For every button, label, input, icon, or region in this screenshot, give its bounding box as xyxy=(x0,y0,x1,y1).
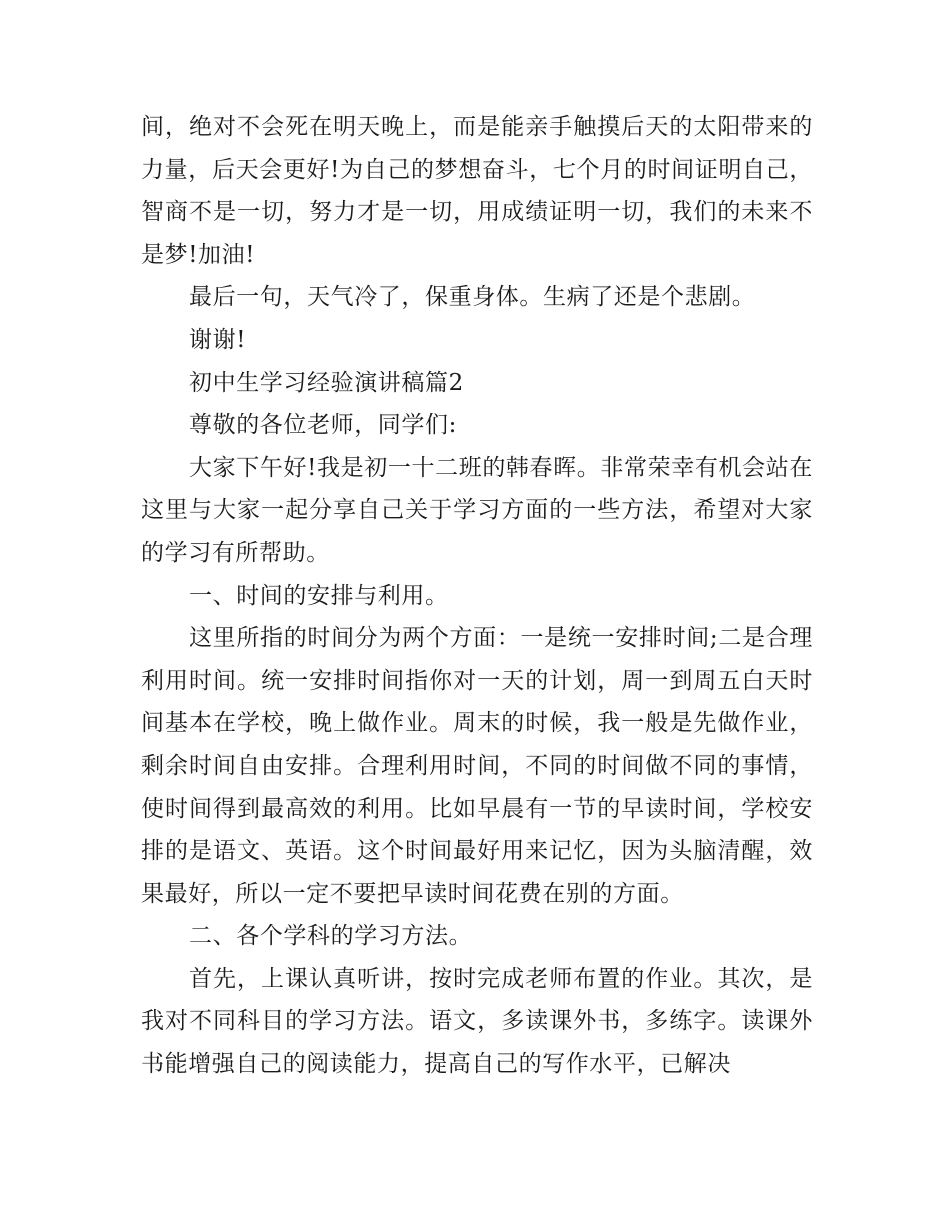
paragraph-3: 谢谢! xyxy=(189,326,247,353)
paragraph-1: 间，绝对不会死在明天晚上，而是能亲手触摸后天的太阳带来的力量，后天会更好!为自己的梦想奋斗，七个月的时间证明自己，智商不是一切，努力才是一切，用成绩证明一切，我们的未来不是梦!加油! xyxy=(141,114,813,268)
document-body xyxy=(141,106,813,1086)
subheading-methods: 二、各个学科的学习方法。 xyxy=(189,923,473,950)
section-heading: 初中生学习经验演讲稿篇2 xyxy=(189,369,464,396)
paragraph-8: 这里所指的时间分为两个方面：一是统一安排时间;二是合理利用时间。统一安排时间指你对一天的计划，周一到周五白天时间基本在学校，晚上做作业。周末的时候，我一般是先做作业，剩余时间自由安排。合理利用时间，不同的时间做不同的事情，使时间得到最高效的利用。比如早晨有一节的早读时间，学校安排的是语文、英语。这个时间最好用来记忆，因为头脑清醒，效果最好，所以一定不要把早读时间花费在别的方面。 xyxy=(141,625,813,907)
salutation: 尊敬的各位老师，同学们: xyxy=(189,412,457,439)
subheading-time: 一、时间的安排与利用。 xyxy=(189,582,449,609)
paragraph-6: 大家下午好!我是初一十二班的韩春晖。非常荣幸有机会站在这里与大家一起分享自己关于学习方面的一些方法，希望对大家的学习有所帮助。 xyxy=(141,454,813,566)
paragraph-10: 首先，上课认真听讲，按时完成老师布置的作业。其次，是我对不同科目的学习方法。语文，多读课外书，多练字。读课外书能增强自己的阅读能力，提高自己的写作水平，已解决 xyxy=(141,965,813,1078)
paragraph-2: 最后一句，天气冷了，保重身体。生病了还是个悲剧。 xyxy=(189,284,756,311)
